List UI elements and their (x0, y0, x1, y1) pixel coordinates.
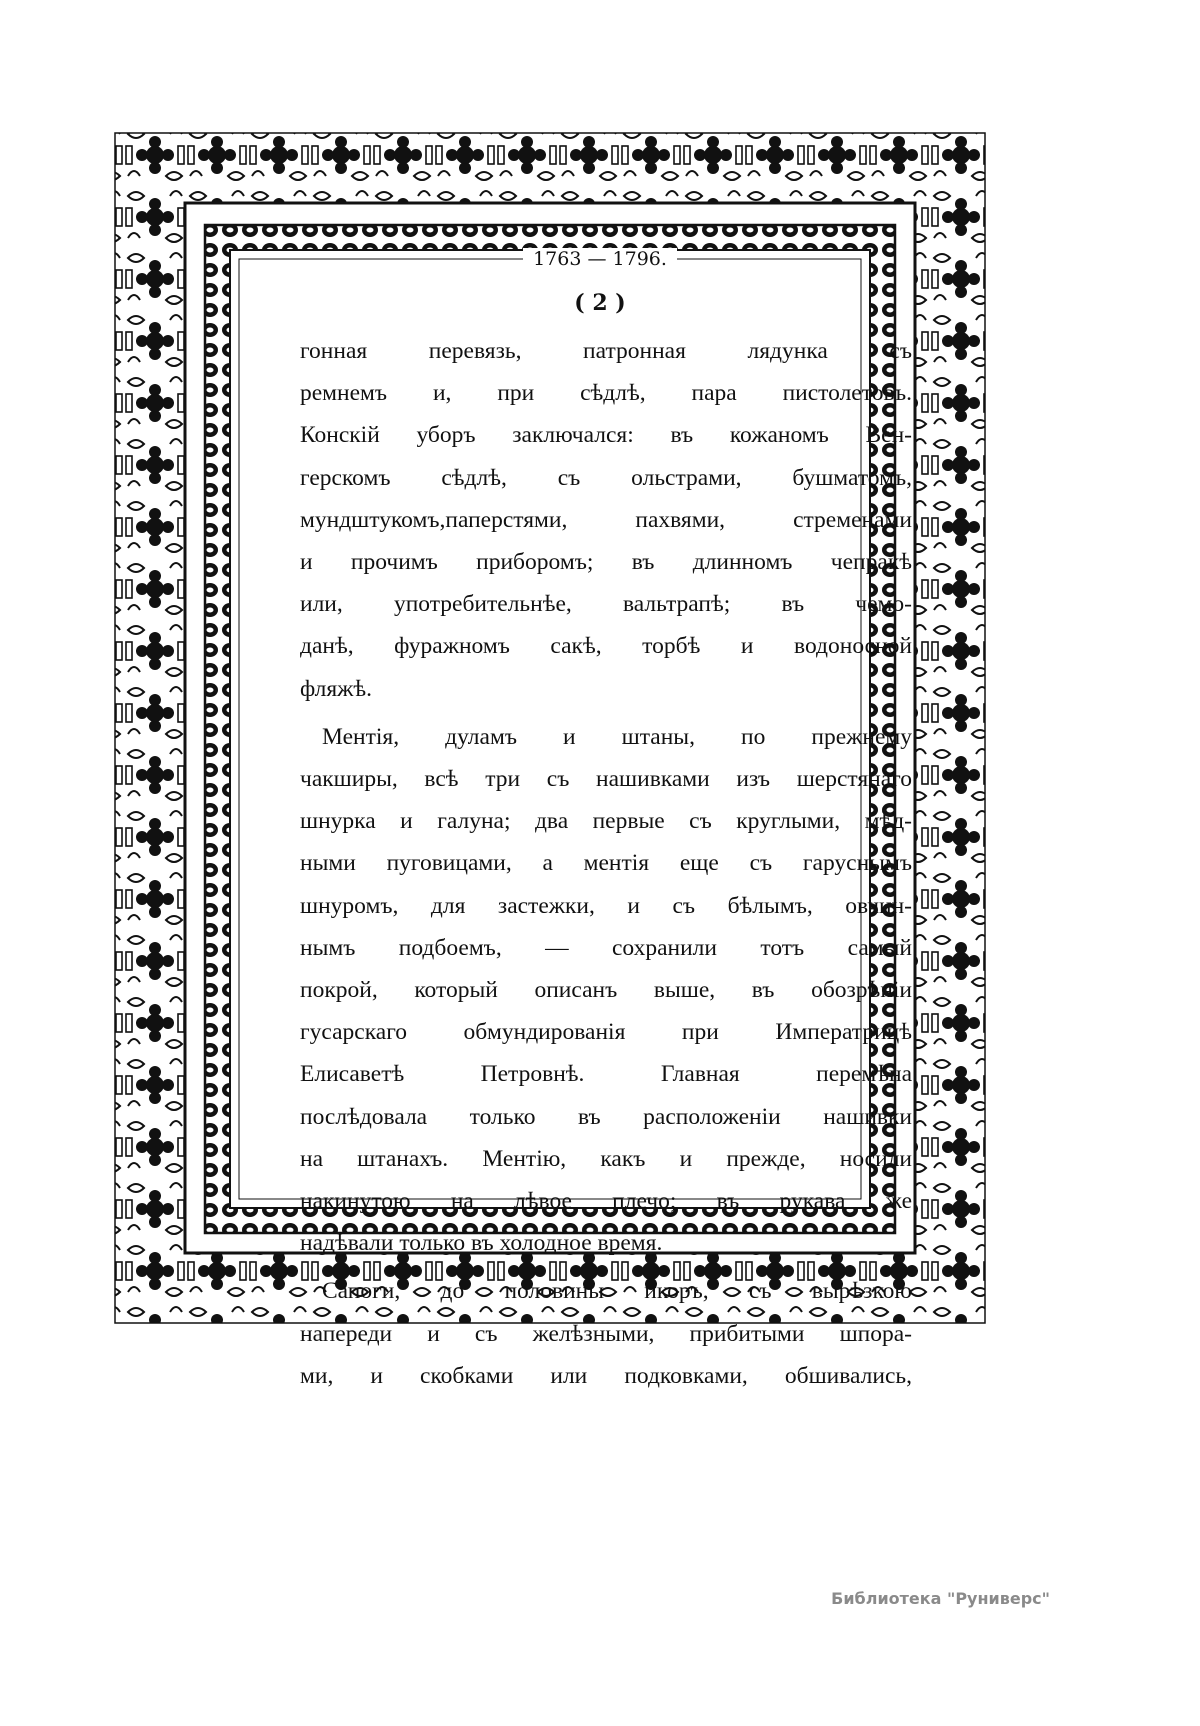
text-line: ными пуговицами, а ментія еще съ гаруснымъ (300, 850, 912, 877)
paragraph-3 (300, 1270, 912, 1397)
text-line: накинутою на лѣвое плечо; въ рукава же (300, 1188, 912, 1215)
text-line: гусарскаго обмундированія при Императрицѣ (300, 1019, 912, 1046)
text-line: фляжѣ. (300, 675, 373, 702)
text-line: данѣ, фуражномъ сакѣ, торбѣ и водоносной (300, 633, 912, 660)
text-line: нымъ подбоемъ, — сохранили тотъ самый (300, 934, 912, 961)
text-line: на штанахъ. Ментію, какъ и прежде, носили (300, 1145, 912, 1172)
text-line: напереди и съ желѣзными, прибитыми шпора- (300, 1320, 912, 1347)
text-line: ми, и скобками или подковками, обшивались, (300, 1362, 912, 1389)
library-watermark: Библиотека "Руниверс" (831, 1589, 1050, 1608)
page-number: ( 2 ) (574, 290, 626, 316)
text-line: и прочимъ приборомъ; въ длинномъ чепракѣ (300, 549, 912, 576)
years-label: 1763 — 1796. (523, 248, 677, 270)
paragraph-1 (300, 330, 912, 710)
text-line: ремнемъ и, при сѣдлѣ, пара пистолетовъ. (300, 380, 912, 407)
text-line: мундштукомъ,паперстями, пахвями, стременами (300, 506, 912, 533)
text-line: Ментія, дуламъ и штаны, по прежнему (322, 723, 912, 750)
body-text (300, 330, 912, 1397)
text-line: Сапоги, до половины икоръ, съ вырѣзкою (322, 1278, 912, 1305)
paragraph-2 (300, 716, 912, 1265)
years-header (0, 248, 1200, 270)
text-line: гонная перевязь, патронная лядунка съ (300, 338, 912, 364)
text-line: или, употребительнѣе, вальтрапѣ; въ чемо- (300, 591, 912, 618)
text-line: Конскій уборъ заключался: въ кожаномъ Вен- (300, 422, 912, 449)
text-line: шнурка и галуна; два первые съ круглыми, мѣд- (300, 808, 912, 835)
text-line: послѣдовала только въ расположеніи нашивки (300, 1103, 912, 1130)
text-line: герскомъ сѣдлѣ, съ ольстрами, бушматомъ, (300, 464, 912, 491)
text-line: чакширы, всѣ три съ нашивками изъ шерстянаго (300, 766, 912, 793)
text-line: покрой, который описанъ выше, въ обозрѣніи (300, 977, 912, 1004)
text-line: шнуромъ, для застежки, и съ бѣлымъ, овчин- (300, 892, 912, 919)
text-line: Елисаветѣ Петровнѣ. Главная перемѣна (300, 1061, 912, 1088)
text-line: надѣвали только въ холодное время. (300, 1230, 663, 1257)
